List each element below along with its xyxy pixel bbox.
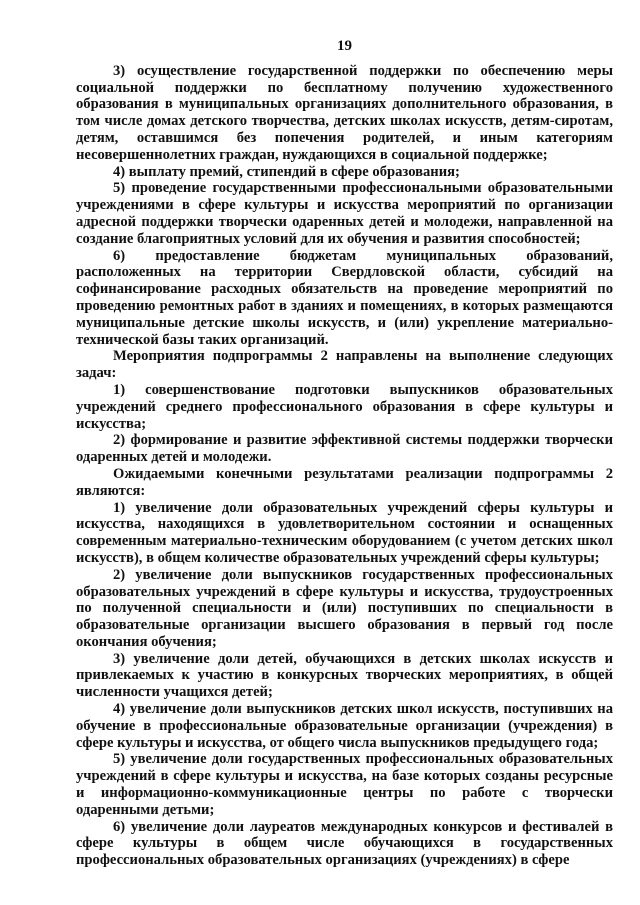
- result-item-6: 6) увеличение доли лауреатов международных конкурсов и фестивалей в сфере культуры в общем числе обучающихся в государственных профессиональных образовательных организациях (учреждениях) в сфере: [76, 818, 613, 869]
- paragraph-item-3: 3) осуществление государственной поддержки по обеспечению меры социальной поддержки по бесплатному получению художественного образования в муниципальных организациях дополнительного образования, в том числе домах детского творчества, детских школах искусств, детям-сиротам, детям, оставшимся без попечения родителей, и иным категориям несовершеннолетних граждан, нуждающихся в социальной поддержке;: [76, 62, 613, 163]
- tasks-intro-paragraph: Мероприятия подпрограммы 2 направлены на выполнение следующих задач:: [76, 348, 613, 382]
- paragraph-item-4: 4) выплату премий, стипендий в сфере образования;: [113, 163, 460, 180]
- result-item-2: 2) увеличение доли выпускников государственных профессиональных образовательных учреждений в сфере культуры и искусства, трудоустроенных по полученной специальности и (или) поступивших по специальности в образовательные организации высшего образования в первый год после окончания обучения;: [76, 566, 613, 650]
- task-item-1: 1) совершенствование подготовки выпускников образовательных учреждений среднего профессионального образования в сфере культуры и искусства;: [76, 381, 613, 432]
- paragraph-item-6: 6) предоставление бюджетам муниципальных образований, расположенных на территории Свердловской области, субсидий на софинансирование расходных обязательств на проведение мероприятий по проведению ремонтных работ в зданиях и помещениях, в которых размещаются муниципальные детские школы искусств, и (или) укрепление материально-технической базы таких организаций.: [76, 247, 613, 348]
- result-item-1: 1) увеличение доли образовательных учреждений сферы культуры и искусства, находящихся в удовлетворительном состоянии и оснащенных современным материально-техническим оборудованием (с учетом детских школ искусств), в общем количестве образовательных учреждений сферы культуры;: [76, 499, 613, 566]
- results-intro-paragraph: Ожидаемыми конечными результатами реализации подпрограммы 2 являются:: [76, 465, 613, 499]
- result-item-4: 4) увеличение доли выпускников детских школ искусств, поступивших на обучение в профессиональные образовательные организации (учреждения) в сфере культуры и искусства, от общего числа выпускников предыдущего года;: [76, 701, 613, 751]
- result-item-5: 5) увеличение доли государственных профессиональных образовательных учреждений в сфере культуры и искусства, на базе которых созданы ресурсные и информационно-коммуникационные центры по работе с творчески одаренными детьми;: [76, 751, 613, 818]
- result-item-3: 3) увеличение доли детей, обучающихся в детских школах искусств и привлекаемых к участию в конкурсных творческих мероприятиях, в общей численности учащихся детей;: [76, 650, 613, 701]
- page-number: 19: [337, 38, 352, 54]
- paragraph-item-5: 5) проведение государственными профессиональными образовательными учреждениями в сфере культуры и искусства мероприятий по организации адресной поддержки творчески одаренных детей и молодежи, направленной на создание благоприятных условий для их обучения и развития способностей;: [76, 180, 613, 247]
- task-item-2: 2) формирование и развитие эффективной системы поддержки творчески одаренных детей и молодежи.: [76, 432, 613, 466]
- document-page: [76, 38, 613, 869]
